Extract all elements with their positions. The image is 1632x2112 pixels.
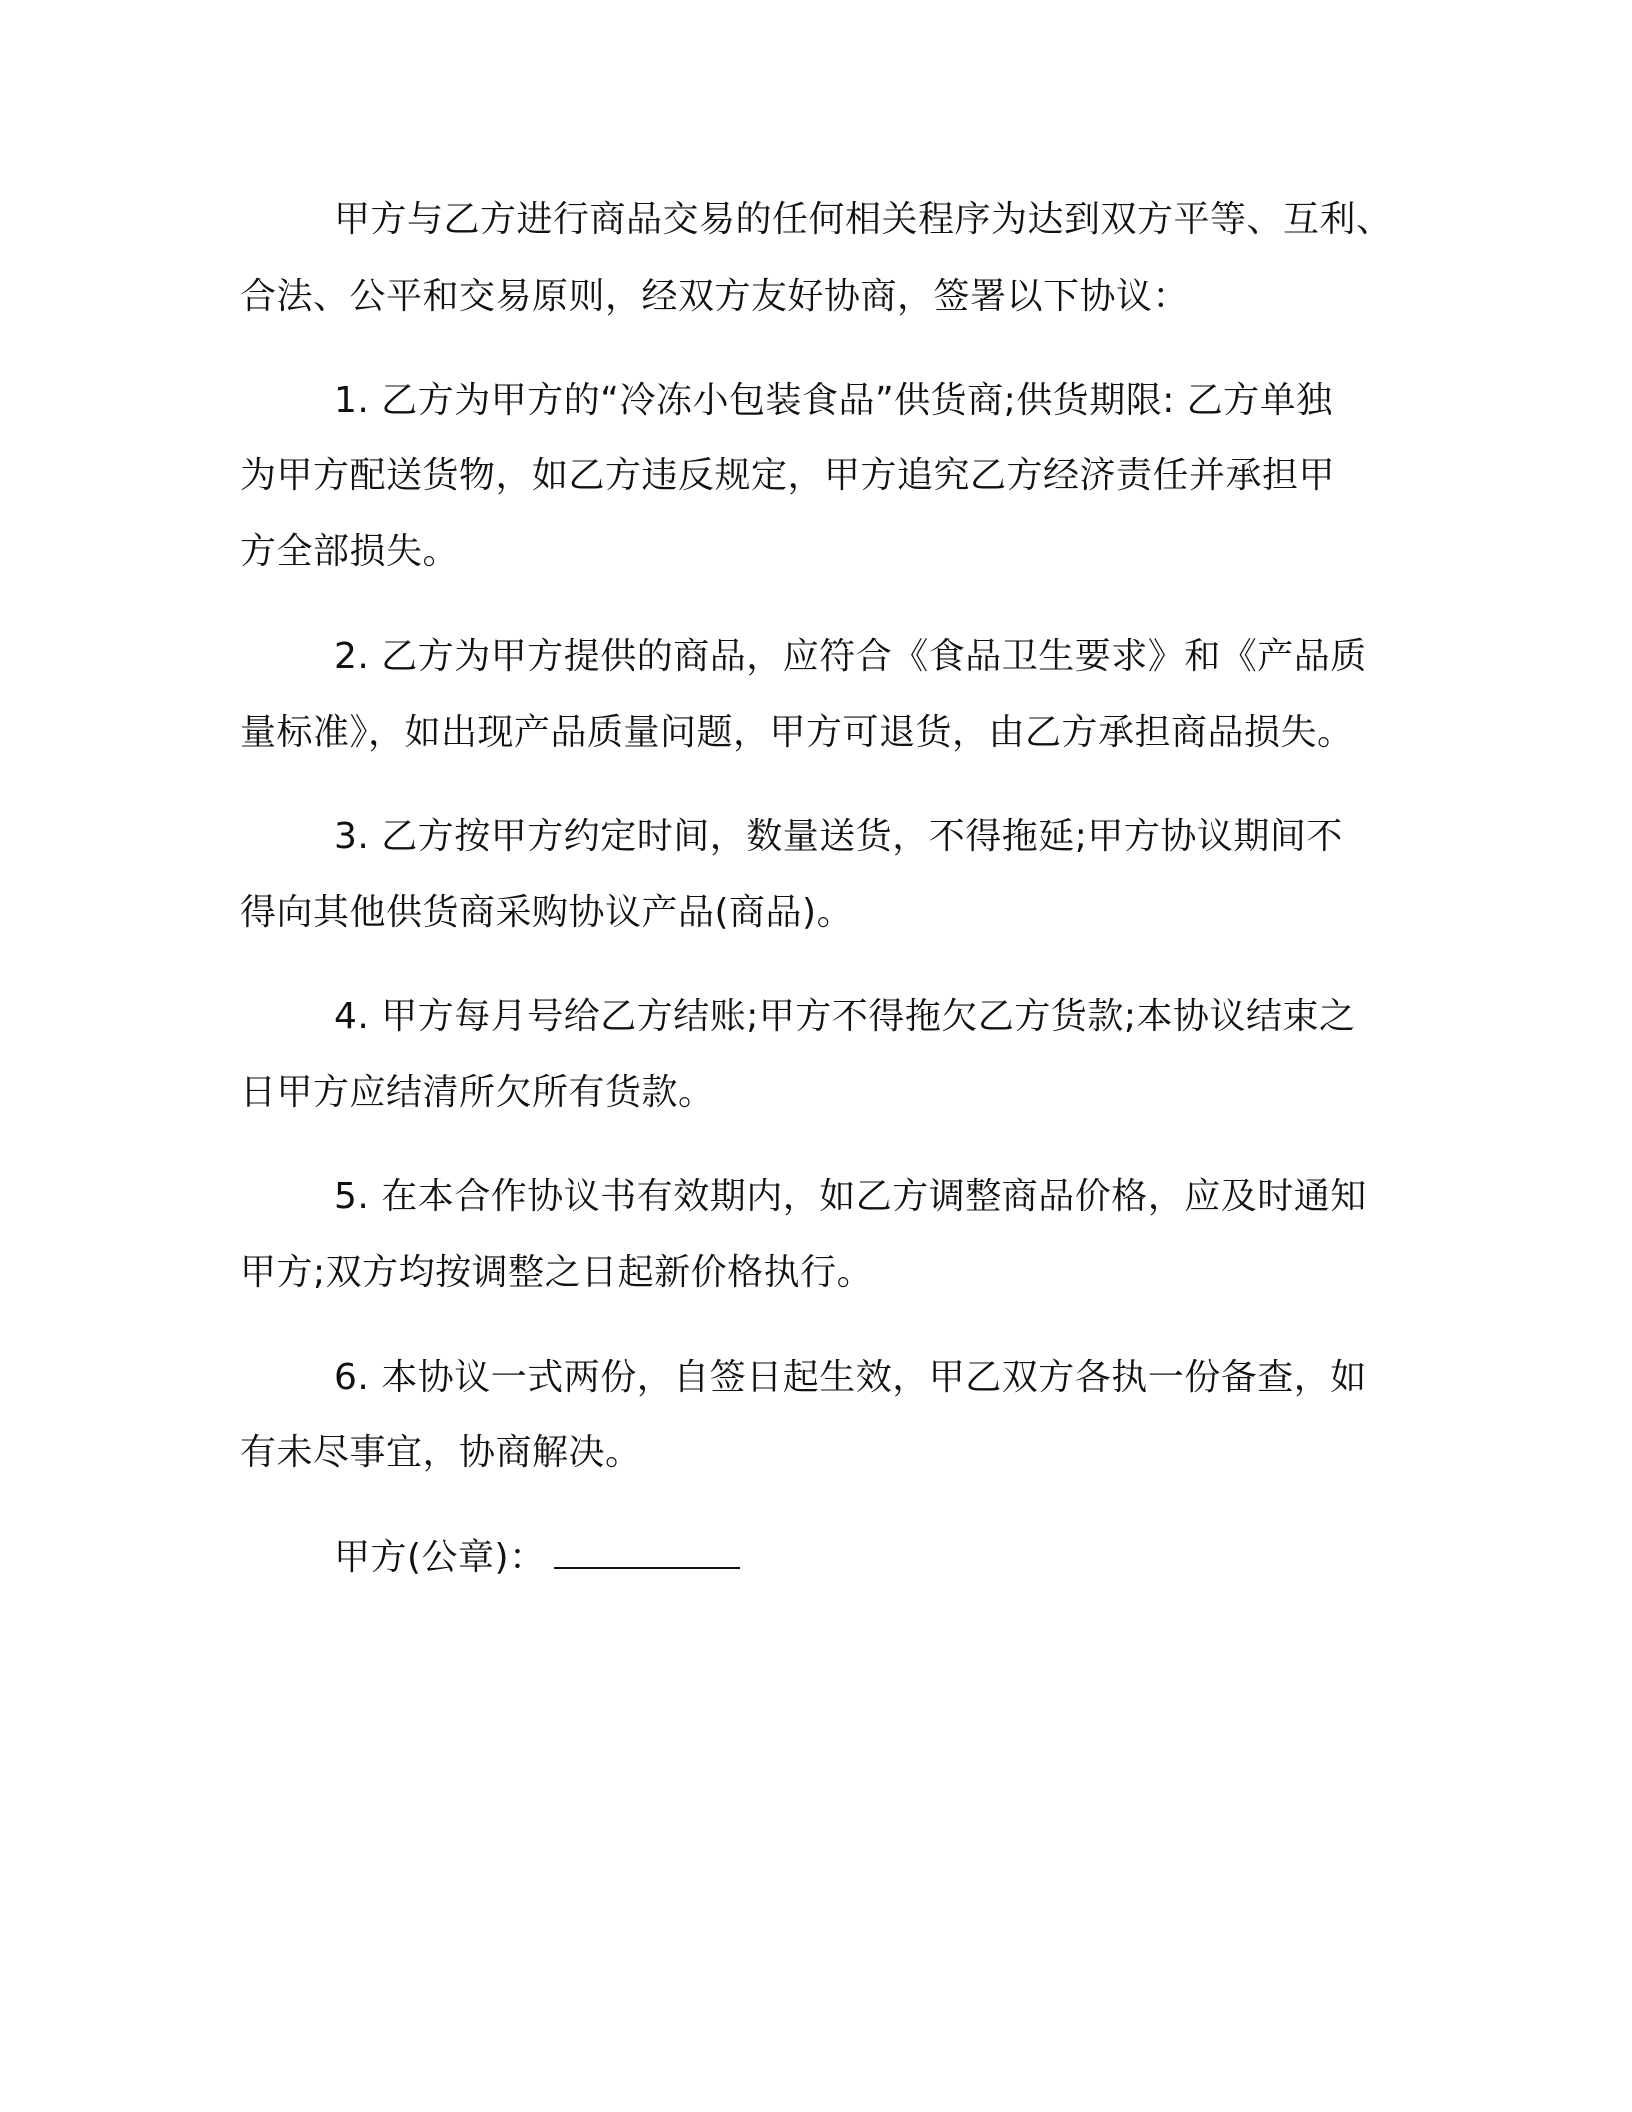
clause-1-line-3: 方全部损失。 xyxy=(240,531,460,572)
party-a-signature-blank xyxy=(554,1537,740,1569)
clause-1-line-2: 为甲方配送货物，如乙方违反规定，甲方追究乙方经济责任并承担甲 xyxy=(240,455,1336,496)
clause-1-line-1: 1. 乙方为甲方的“冷冻小包装食品”供货商;供货期限: 乙方单独 xyxy=(334,380,1333,421)
clause-2-line-2: 量标准》，如出现产品质量问题，甲方可退货，由乙方承担商品损失。 xyxy=(240,712,1354,753)
clause-3-line-1: 3. 乙方按甲方约定时间，数量送货，不得拖延;甲方协议期间不 xyxy=(334,816,1343,857)
clause-5-line-2: 甲方;双方均按调整之日起新价格执行。 xyxy=(240,1252,874,1293)
clause-2-line-1: 2. 乙方为甲方提供的商品，应符合《食品卫生要求》和《产品质 xyxy=(334,636,1367,677)
intro-line-1: 甲方与乙方进行商品交易的任何相关程序为达到双方平等、互利、 xyxy=(334,199,1393,240)
signature-line xyxy=(334,1535,740,1581)
intro-line-2: 合法、公平和交易原则，经双方友好协商，签署以下协议： xyxy=(240,276,1190,317)
clause-3-line-2: 得向其他供货商采购协议产品(商品)。 xyxy=(240,892,854,933)
clause-6-line-2: 有未尽事宜，协商解决。 xyxy=(240,1432,642,1473)
party-a-seal-label: 甲方(公章)： xyxy=(334,1537,546,1578)
clause-4-line-1: 4. 甲方每月号给乙方结账;甲方不得拖欠乙方货款;本协议结束之 xyxy=(334,996,1356,1037)
clause-5-line-1: 5. 在本合作协议书有效期内，如乙方调整商品价格，应及时通知 xyxy=(334,1176,1367,1217)
clause-4-line-2: 日甲方应结清所欠所有货款。 xyxy=(240,1072,715,1113)
clause-6-line-1: 6. 本协议一式两份，自签日起生效，甲乙双方各执一份备查，如 xyxy=(334,1357,1367,1398)
